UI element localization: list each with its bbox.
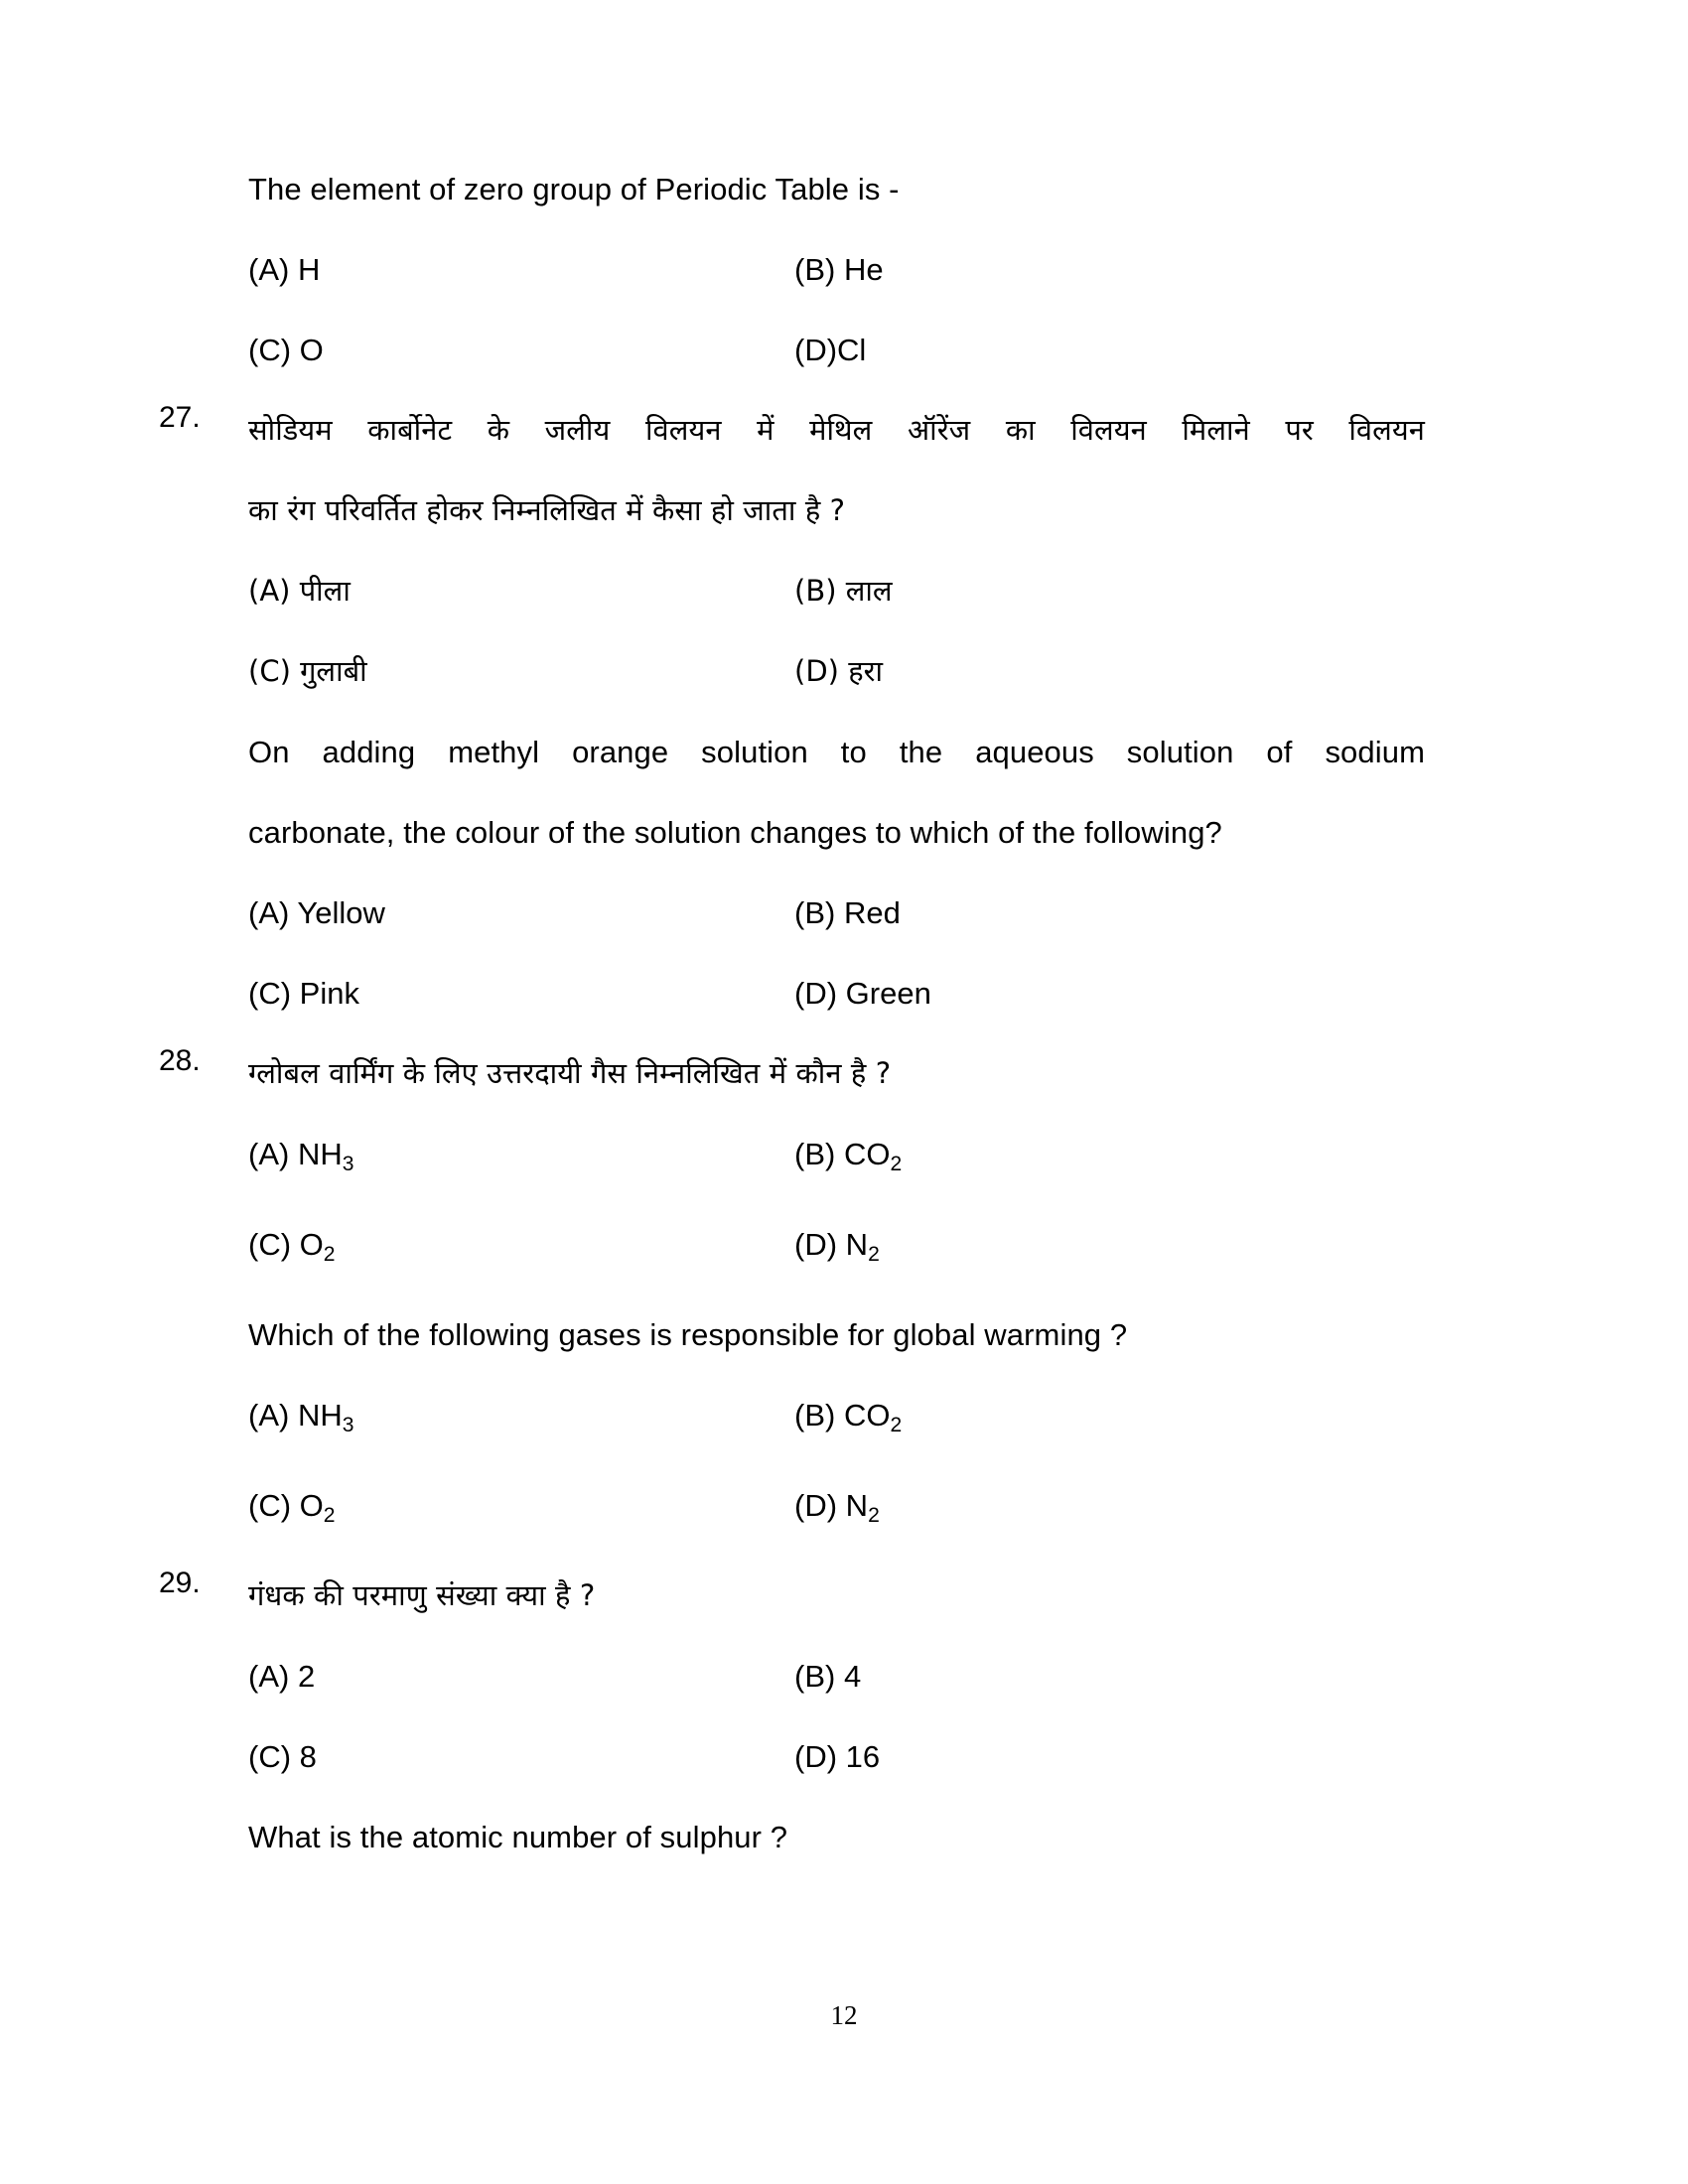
option-label: (D) xyxy=(794,333,838,367)
option-label: (A) xyxy=(248,252,290,287)
option-label: (B) xyxy=(794,574,837,608)
option-formula: NH xyxy=(297,1137,343,1171)
option-text: O xyxy=(299,333,324,367)
question-stem-english-line2: carbonate, the colour of the solution changes to which of the following? xyxy=(248,815,1222,850)
option-label: (B) xyxy=(794,1137,836,1171)
question-stem-hindi-line2: का रंग परिवर्तित होकर निम्नलिखित में कैसा हो जाता है ? xyxy=(248,493,846,527)
option-formula: N xyxy=(845,1226,869,1262)
option-label: (D) xyxy=(794,976,838,1011)
option-a[interactable] xyxy=(248,873,794,953)
options-row xyxy=(248,1716,1340,1797)
option-label: (C) xyxy=(248,1738,292,1774)
option-d[interactable] xyxy=(794,1204,1340,1295)
option-label: (C) xyxy=(248,1487,292,1523)
option-d[interactable] xyxy=(794,1716,1340,1797)
option-b[interactable] xyxy=(794,1375,1340,1465)
question-block-27 xyxy=(159,390,1460,1033)
options-row xyxy=(248,873,1340,953)
option-formula: CO xyxy=(843,1397,891,1433)
option-formula: O xyxy=(299,1487,324,1523)
option-c[interactable] xyxy=(248,1204,794,1295)
option-formula: O xyxy=(299,1226,324,1262)
option-label: (D) xyxy=(794,1738,838,1774)
option-text: 16 xyxy=(845,1738,881,1774)
options-row xyxy=(248,1375,1340,1465)
option-d[interactable] xyxy=(794,631,1340,712)
question-block-28 xyxy=(159,1033,1460,1556)
option-label: (B) xyxy=(794,1658,836,1694)
option-text: H xyxy=(297,252,321,287)
question-stem-english: Which of the following gases is responsible for global warming ? xyxy=(248,1316,1128,1352)
option-b[interactable] xyxy=(794,551,1340,631)
option-label: (A) xyxy=(248,1397,290,1433)
option-subscript: 2 xyxy=(890,1413,903,1436)
question-stem-hindi: गंधक की परमाणु संख्या क्या है ? xyxy=(248,1577,596,1612)
question-block-29 xyxy=(159,1556,1460,1877)
options-row xyxy=(248,551,1340,631)
option-subscript: 3 xyxy=(342,1152,354,1175)
option-b[interactable] xyxy=(794,1636,1340,1716)
question-number-29: 29. xyxy=(159,1566,201,1599)
option-label: (B) xyxy=(794,895,836,930)
question-number-28: 28. xyxy=(159,1044,201,1077)
option-text: गुलाबी xyxy=(300,654,367,688)
options-row xyxy=(248,1465,1340,1556)
option-formula: NH xyxy=(297,1397,343,1433)
option-a[interactable] xyxy=(248,1114,794,1204)
options-row xyxy=(248,1204,1340,1295)
option-d[interactable] xyxy=(794,310,1340,390)
question-stem-english-line1: On adding methyl orange solution to the aqueous solution of sodium xyxy=(248,735,1425,769)
option-a[interactable] xyxy=(248,551,794,631)
option-subscript: 2 xyxy=(868,1503,880,1527)
option-a[interactable] xyxy=(248,1636,794,1716)
option-c[interactable] xyxy=(248,1465,794,1556)
option-label: (A) xyxy=(248,574,291,608)
option-text: पीला xyxy=(299,574,351,608)
option-label: (B) xyxy=(794,252,836,287)
option-text: 4 xyxy=(843,1658,862,1694)
page-number: 12 xyxy=(830,2000,858,2030)
option-label: (D) xyxy=(794,654,839,688)
question-stem-english: What is the atomic number of sulphur ? xyxy=(248,1819,788,1854)
option-b[interactable] xyxy=(794,873,1340,953)
option-subscript: 3 xyxy=(342,1413,354,1436)
option-subscript: 2 xyxy=(890,1152,903,1175)
option-a[interactable] xyxy=(248,1375,794,1465)
option-c[interactable] xyxy=(248,631,794,712)
question-number-27: 27. xyxy=(159,401,201,434)
option-label: (D) xyxy=(794,1487,838,1523)
option-label: (A) xyxy=(248,1658,290,1694)
options-row xyxy=(248,1114,1340,1204)
option-label: (A) xyxy=(248,1137,290,1171)
option-text: लाल xyxy=(845,574,893,608)
option-text: Pink xyxy=(299,976,359,1011)
option-text: 8 xyxy=(299,1738,317,1774)
option-label: (C) xyxy=(248,1226,292,1262)
option-text: Red xyxy=(843,895,901,930)
options-row xyxy=(248,310,1340,390)
option-text: Cl xyxy=(837,333,867,367)
option-d[interactable] xyxy=(794,953,1340,1033)
option-label: (C) xyxy=(248,976,292,1011)
options-row xyxy=(248,631,1340,712)
option-text: Green xyxy=(845,976,931,1011)
option-c[interactable] xyxy=(248,1716,794,1797)
option-b[interactable] xyxy=(794,1114,1340,1204)
option-text: He xyxy=(843,252,884,287)
question-stem-hindi: ग्लोबल वार्मिंग के लिए उत्तरदायी गैस निम्नलिखित में कौन है ? xyxy=(248,1056,892,1090)
question-stem-english: The element of zero group of Periodic Table is - xyxy=(248,172,900,206)
option-label: (D) xyxy=(794,1226,838,1262)
option-subscript: 2 xyxy=(323,1503,336,1527)
option-text: हरा xyxy=(848,654,883,688)
option-text: 2 xyxy=(297,1658,316,1694)
option-label: (C) xyxy=(248,333,292,367)
option-d[interactable] xyxy=(794,1465,1340,1556)
question-stem-hindi-line1: सोडियम कार्बोनेट के जलीय विलयन में मेथिल ऑरेंज का विलयन मिलाने पर विलयन xyxy=(248,413,1425,447)
option-b[interactable] xyxy=(794,229,1340,310)
option-subscript: 2 xyxy=(323,1242,336,1266)
question-block-26-continued xyxy=(248,149,1460,390)
options-row xyxy=(248,953,1340,1033)
option-c[interactable] xyxy=(248,310,794,390)
option-subscript: 2 xyxy=(868,1242,880,1266)
option-formula: CO xyxy=(843,1137,891,1171)
option-c[interactable] xyxy=(248,953,794,1033)
option-a[interactable] xyxy=(248,229,794,310)
option-text: Yellow xyxy=(297,895,385,930)
options-row xyxy=(248,229,1340,310)
option-formula: N xyxy=(845,1487,869,1523)
option-label: (B) xyxy=(794,1397,836,1433)
options-row xyxy=(248,1636,1340,1716)
option-label: (A) xyxy=(248,895,290,930)
option-label: (C) xyxy=(248,654,291,688)
